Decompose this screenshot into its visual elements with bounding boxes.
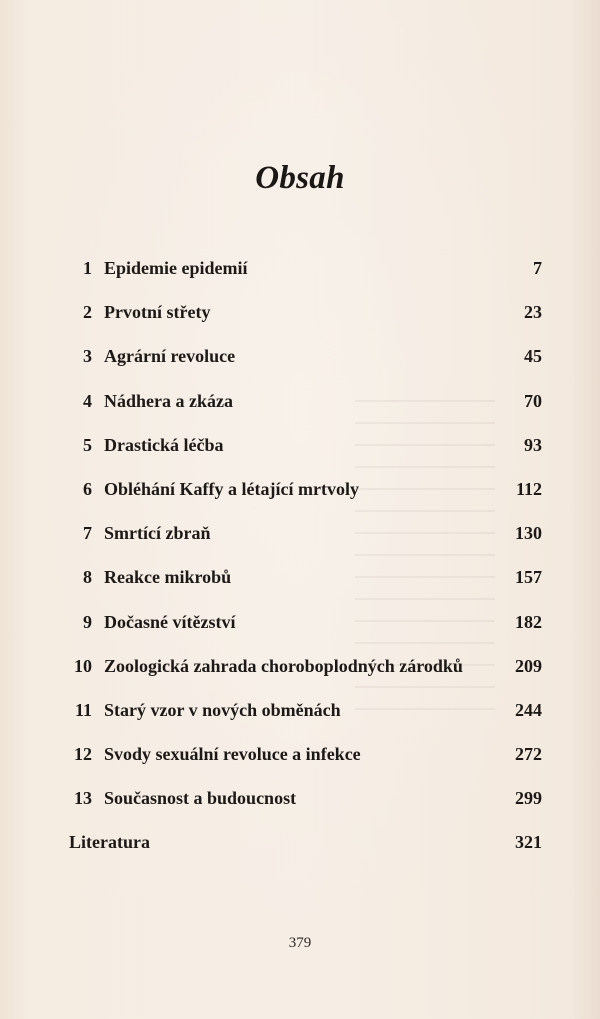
chapter-title: Reakce mikrobů <box>104 567 232 588</box>
page-number: 182 <box>515 611 542 632</box>
chapter-title: Drastická léčba <box>104 434 224 455</box>
toc-entry <box>0 519 600 563</box>
page-number: 272 <box>515 744 542 765</box>
toc-entry <box>0 254 600 298</box>
chapter-number: 6 <box>83 478 92 499</box>
toc-entry <box>0 431 600 475</box>
toc-entry <box>0 608 600 652</box>
toc-entry <box>0 563 600 607</box>
chapter-number: 12 <box>74 744 92 765</box>
chapter-number: 9 <box>83 611 92 632</box>
chapter-number: 13 <box>74 788 92 809</box>
page-title: Obsah <box>255 160 345 196</box>
page-number: 7 <box>533 258 542 278</box>
toc-entry <box>0 740 600 784</box>
page-number: 112 <box>515 478 542 499</box>
toc-entry <box>0 784 600 828</box>
chapter-number: 8 <box>83 567 92 588</box>
toc-entry <box>0 298 600 342</box>
chapter-number: 2 <box>83 302 92 323</box>
literature-title: Literatura <box>69 832 150 853</box>
chapter-title: Nádhera a zkáza <box>104 390 233 411</box>
chapter-number: 7 <box>83 523 92 544</box>
toc-entry <box>0 342 600 386</box>
page-number: 93 <box>524 434 542 455</box>
chapter-title: Epidemie epidemií <box>104 258 248 278</box>
page-number: 23 <box>524 302 542 323</box>
toc-entry <box>0 696 600 740</box>
chapter-title: Obléhání Kaffy a létající mrtvoly <box>104 478 359 499</box>
page-number: 244 <box>515 699 542 720</box>
toc-entry <box>0 475 600 519</box>
toc-entry <box>0 652 600 696</box>
page-number: 157 <box>515 567 542 588</box>
chapter-number: 11 <box>74 699 92 720</box>
toc-entry <box>0 387 600 431</box>
page-number: 321 <box>515 832 542 853</box>
chapter-title: Současnost a budoucnost <box>104 788 297 809</box>
chapter-title: Zoologická zahrada choroboplodných zárodků <box>104 655 463 676</box>
chapter-number: 1 <box>83 258 92 278</box>
chapter-title: Svody sexuální revoluce a infekce <box>104 744 361 765</box>
chapter-number: 5 <box>83 434 92 455</box>
chapter-title: Dočasné vítězství <box>104 611 236 632</box>
chapter-title: Prvotní střety <box>104 302 211 323</box>
page-number: 45 <box>524 346 542 367</box>
page-number: 70 <box>524 390 542 411</box>
toc-entry-literature <box>0 828 600 872</box>
page-number: 130 <box>515 523 542 544</box>
chapter-title: Agrární revoluce <box>104 346 236 367</box>
page-number: 209 <box>515 655 542 676</box>
chapter-title: Smrtící zbraň <box>104 523 211 544</box>
chapter-number: 4 <box>83 390 92 411</box>
chapter-number: 3 <box>83 346 92 367</box>
page-number: 299 <box>515 788 542 809</box>
table-of-contents <box>0 254 600 873</box>
folio-page-number: 379 <box>288 935 312 951</box>
chapter-title: Starý vzor v nových obměnách <box>104 699 341 720</box>
chapter-number: 10 <box>74 655 92 676</box>
